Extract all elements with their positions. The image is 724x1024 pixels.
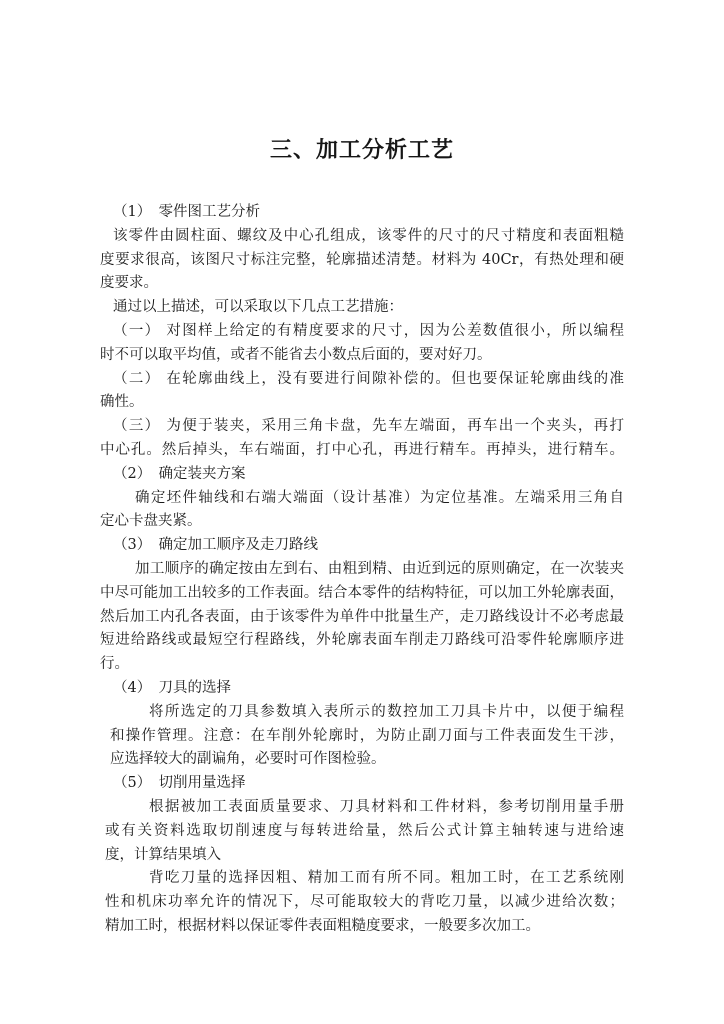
text-line: 中心孔。然后掉头，车右端面，打中心孔，再进行精车。再掉头，进行精车。 [100, 441, 624, 458]
text-line: 确定坯件轴线和右端大端面（设计基准）为定位基准。左端采用三角自 [135, 489, 624, 506]
text-line: （3） 确定加工顺序及走刀路线 [113, 537, 318, 554]
text-line: 度，计算结果填入 [105, 846, 221, 863]
text-line: 性和机床功率允许的情况下，尽可能取较大的背吃刀量，以减少进给次数； [105, 894, 624, 911]
text-line: 度要求。 [100, 275, 158, 292]
paragraph [110, 701, 624, 772]
text-line: （4） 刀具的选择 [113, 679, 231, 696]
text-line: 短进给路线或最短空行程路线，外轮廓表面车削走刀路线可沿零件轮廓顺序进 [100, 632, 624, 649]
text-line: 背吃刀量的选择因粗、精加工而有所不同。粗加工时，在工艺系统刚 [149, 870, 624, 887]
text-line: （一） 对图样上给定的有精度要求的尺寸，因为公差数值很小，所以编程 [113, 322, 624, 339]
paragraph [100, 677, 624, 701]
paragraph [100, 201, 624, 225]
paragraph [100, 463, 624, 487]
paragraph [100, 225, 624, 296]
text-line: 应选择较大的副谝角，必要时可作图检验。 [110, 751, 386, 768]
paragraph [100, 772, 624, 796]
paragraph [100, 368, 624, 416]
text-line: 精加工时，根据材料以保证零件表面粗糙度要求，一般要多次加工。 [105, 917, 540, 934]
text-line: 通过以上描述，可以采取以下几点工艺措施： [113, 299, 403, 316]
text-line: （1） 零件图工艺分析 [113, 204, 260, 220]
text-line: 定心卡盘夹紧。 [100, 513, 202, 530]
paragraph [100, 487, 624, 535]
paragraph [100, 320, 624, 368]
text-line: 根据被加工表面质量要求、刀具材料和工件材料，参考切削用量手册 [149, 798, 624, 815]
text-line: 时不可以取平均值，或者不能省去小数点后面的，要对好刀。 [100, 346, 492, 363]
paragraph [100, 558, 624, 677]
text-line: （5） 切削用量选择 [113, 775, 246, 792]
text-line: （二） 在轮廓曲线上，没有要进行间隙补偿的。但也要保证轮廓曲线的准 [113, 370, 624, 387]
paragraph [100, 296, 624, 320]
paragraph [105, 867, 624, 938]
text-line: 度要求很高，该图尺寸标注完整，轮廓描述清楚。材料为 40Cr，有热处理和硬 [100, 251, 624, 268]
text-line: 行。 [100, 656, 129, 673]
paragraph [100, 415, 624, 463]
text-line: 中尽可能加工出较多的工作表面。结合本零件的结构特征，可以加工外轮廓表面， [100, 584, 624, 601]
text-line: 确性。 [100, 394, 144, 411]
text-line: 和操作管理。注意：在车削外轮廓时，为防止副刀面与工件表面发生干涉， [110, 727, 624, 744]
paragraph [100, 534, 624, 558]
text-line: 或有关资料选取切削速度与每转进给量，然后公式计算主轴转速与进给速 [105, 822, 624, 839]
text-line: （三） 为便于装夹，采用三角卡盘，先车左端面，再车出一个夹头，再打 [113, 418, 624, 435]
text-line: 加工顺序的确定按由左到右、由粗到精、由近到远的原则确定，在一次装夹 [135, 560, 624, 577]
text-line: （2） 确定装夹方案 [113, 465, 246, 482]
text-line: 然后加工内孔各表面，由于该零件为单件中批量生产，走刀路线设计不必考虑最 [100, 608, 624, 625]
text-line: 将所选定的刀具参数填入表所示的数控加工刀具卡片中，以便于编程 [149, 703, 624, 720]
document-body [100, 201, 624, 939]
text-line: 该零件由圆柱面、螺纹及中心孔组成，该零件的尺寸的尺寸精度和表面粗糙 [113, 227, 624, 244]
paragraph [105, 796, 624, 867]
page-title: 三、加工分析工艺 [269, 138, 454, 163]
